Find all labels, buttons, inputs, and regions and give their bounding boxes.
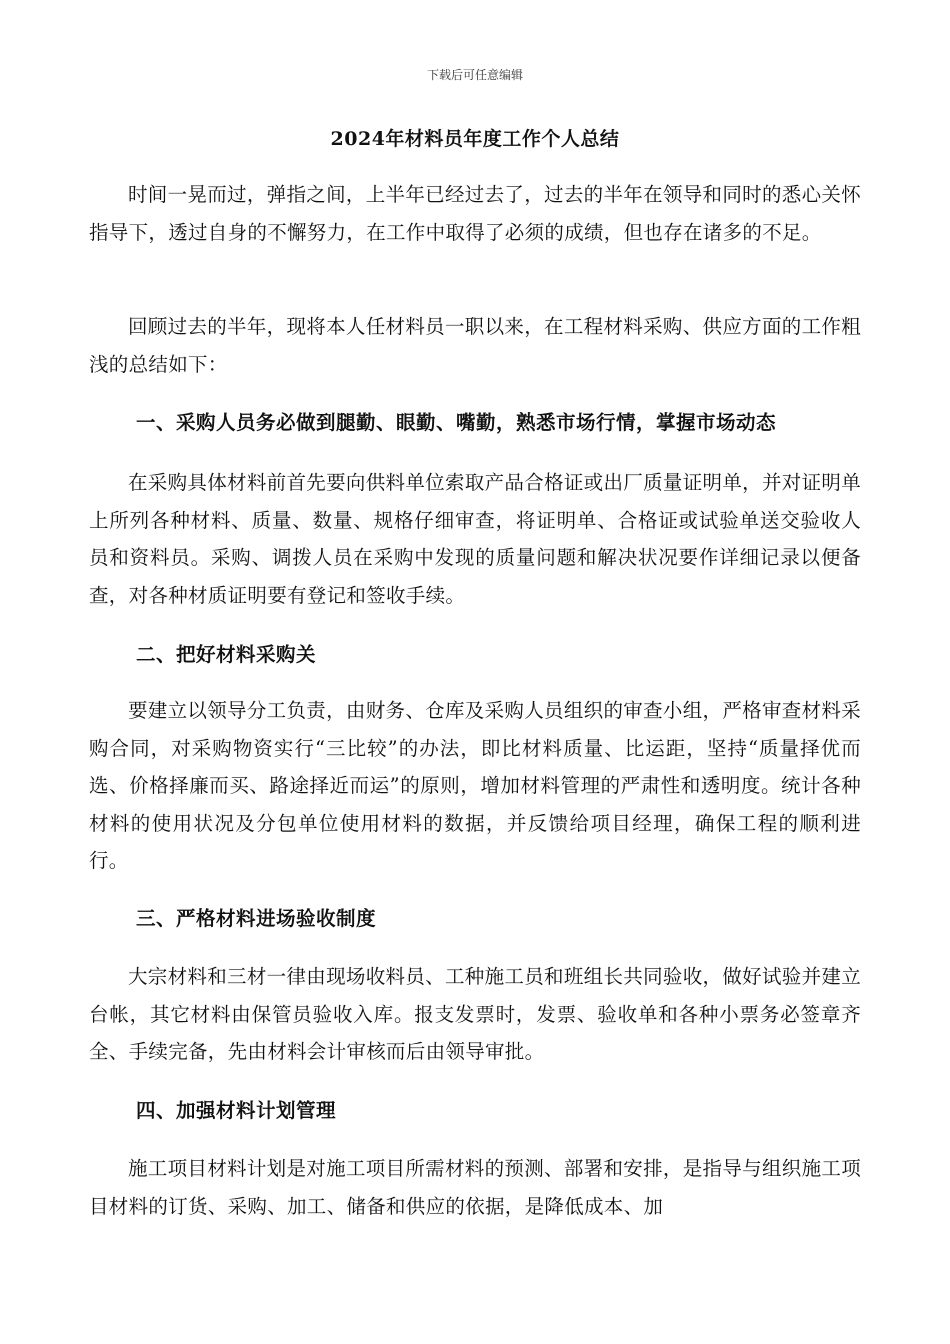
section-body: 施工项目材料计划是对施工项目所需材料的预测、部署和安排，是指导与组织施工项目材料的订货、采购、加工、储备和供应的依据，是降低成本、加 xyxy=(89,1157,861,1218)
section-body: 大宗材料和三材一律由现场收料员、工种施工员和班组长共同验收，做好试验并建立台帐，其它材料由保管员验收入库。报支发票时，发票、验收单和各种小票务必签章齐全、手续完备，先由材料会计审核而后由领导审批。 xyxy=(89,965,861,1063)
section-heading: 四、加强材料计划管理 xyxy=(136,1099,337,1122)
section-body: 在采购具体材料前首先要向供料单位索取产品合格证或出厂质量证明单，并对证明单上所列各种材料、质量、数量、规格仔细审查，将证明单、合格证或试验单送交验收人员和资料员。采购、调拨人员在采购中发现的质量问题和解决状况要作详细记录以便备查，对各种材质证明要有登记和签收手续。 xyxy=(89,471,861,607)
section-heading: 二、把好材料采购关 xyxy=(136,643,317,666)
document-title: 2024年材料员年度工作个人总结 xyxy=(330,128,620,150)
section-heading: 三、严格材料进场验收制度 xyxy=(136,907,377,930)
section-heading: 一、采购人员务必做到腿勤、眼勤、嘴勤，熟悉市场行情，掌握市场动态 xyxy=(136,411,777,434)
section-body: 要建立以领导分工负责，由财务、仓库及采购人员组织的审查小组，严格审查材料采购合同，对采购物资实行“三比较”的办法，即比材料质量、比运距，坚持“质量择优而选、价格择廉而买、路途择近而运”的原则，增加材料管理的严肃性和透明度。统计各种材料的使用状况及分包单位使用材料的数据，并反馈给项目经理，确保工程的顺利进行。 xyxy=(89,699,861,872)
header-note: 下载后可任意编辑 xyxy=(426,68,523,82)
intro-paragraph: 回顾过去的半年，现将本人任材料员一职以来，在工程材料采购、供应方面的工作粗浅的总结如下： xyxy=(89,315,861,376)
intro-paragraph: 时间一晃而过，弹指之间，上半年已经过去了，过去的半年在领导和同时的悉心关怀指导下，透过自身的不懈努力，在工作中取得了必须的成绩，但也存在诸多的不足。 xyxy=(89,183,861,244)
